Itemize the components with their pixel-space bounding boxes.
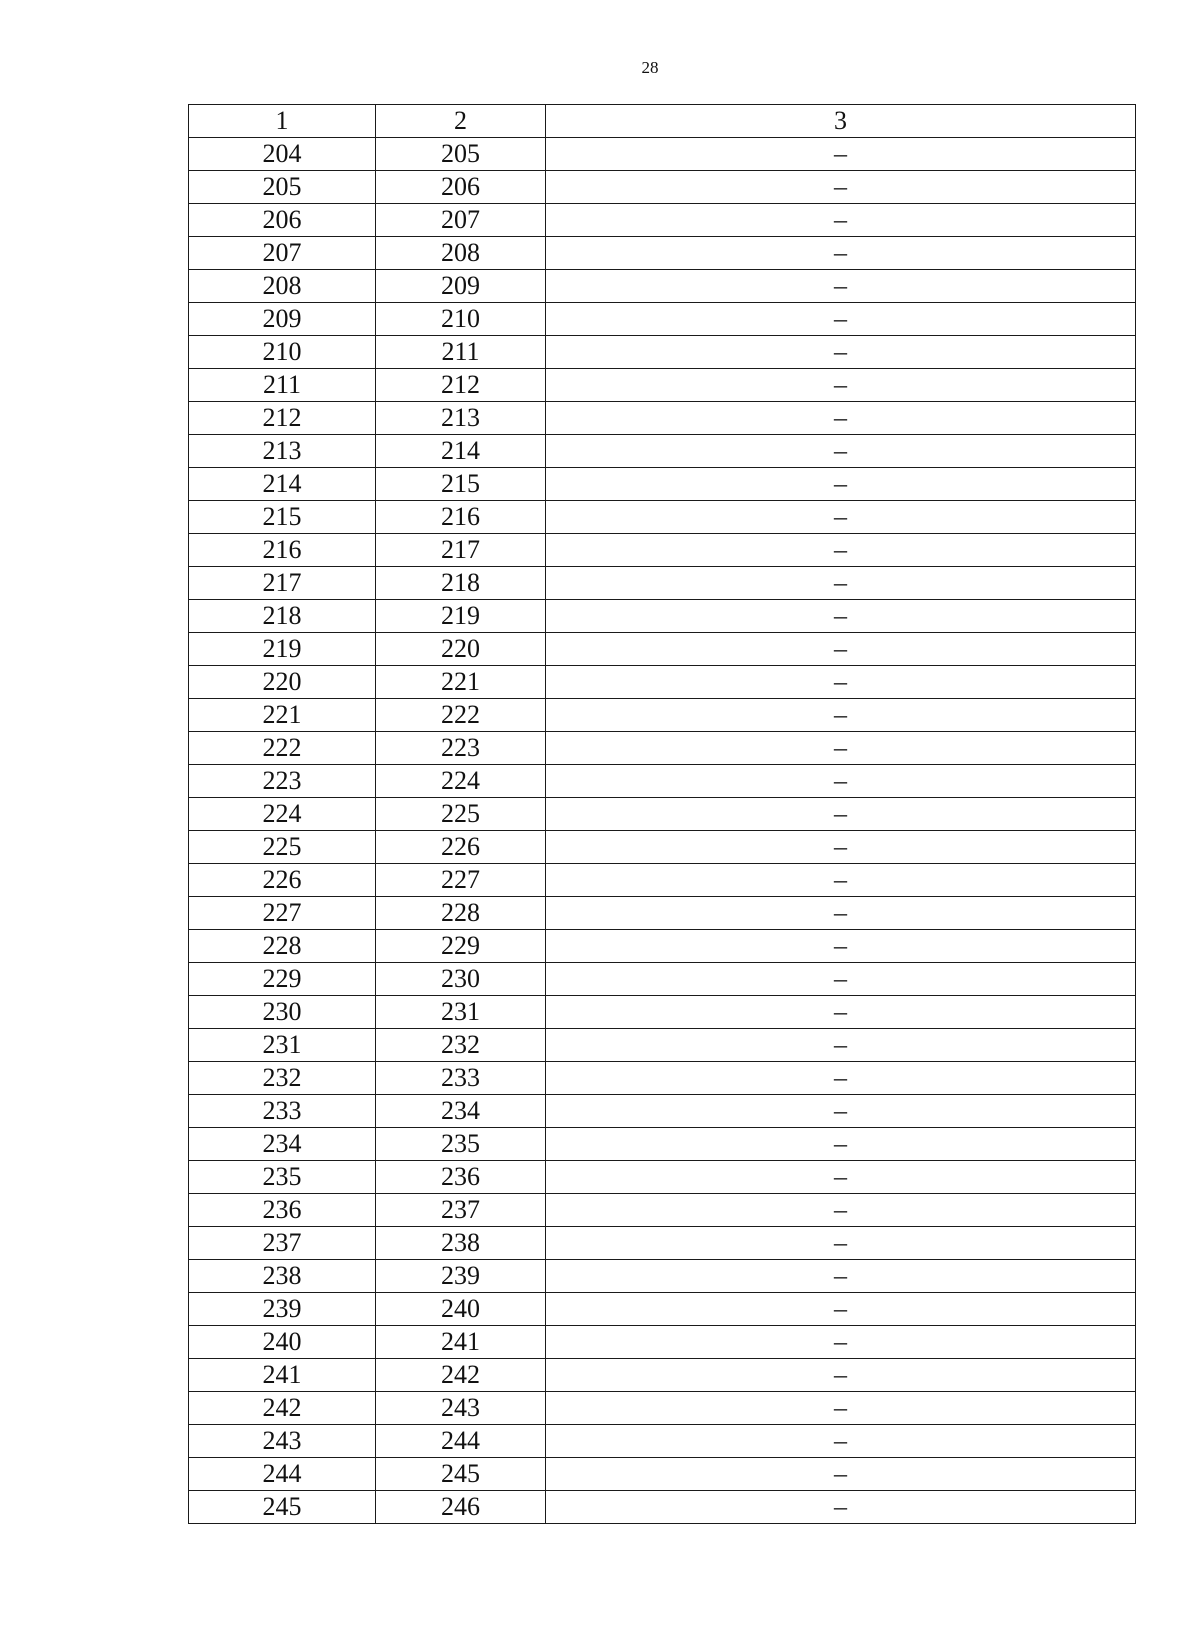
table-cell-col2: 221	[376, 666, 546, 699]
table-cell-col3: –	[546, 963, 1136, 996]
table-cell-col3: –	[546, 1359, 1136, 1392]
table-cell-col3: –	[546, 1293, 1136, 1326]
table-cell-col2: 225	[376, 798, 546, 831]
table-cell-col3: –	[546, 666, 1136, 699]
table-cell-col3: –	[546, 600, 1136, 633]
table-row	[189, 864, 1136, 897]
table-cell-col2: 236	[376, 1161, 546, 1194]
table-cell-col2: 216	[376, 501, 546, 534]
table-cell-col1: 230	[189, 996, 376, 1029]
table-cell-col1: 227	[189, 897, 376, 930]
table-row	[189, 1128, 1136, 1161]
table-cell-col2: 234	[376, 1095, 546, 1128]
table-row	[189, 369, 1136, 402]
table-cell-col1: 236	[189, 1194, 376, 1227]
table-cell-col2: 222	[376, 699, 546, 732]
table-row	[189, 831, 1136, 864]
table-cell-col1: 223	[189, 765, 376, 798]
table-cell-col1: 221	[189, 699, 376, 732]
table-cell-col1: 210	[189, 336, 376, 369]
table-cell-col2: 240	[376, 1293, 546, 1326]
table-cell-col2: 226	[376, 831, 546, 864]
table-cell-col1: 231	[189, 1029, 376, 1062]
table-row	[189, 204, 1136, 237]
table-cell-col1: 228	[189, 930, 376, 963]
table-cell-col1: 242	[189, 1392, 376, 1425]
table-cell-col2: 242	[376, 1359, 546, 1392]
table-row	[189, 1359, 1136, 1392]
table-cell-col3: –	[546, 369, 1136, 402]
table-row	[189, 237, 1136, 270]
table-cell-col1: 237	[189, 1227, 376, 1260]
table-cell-col2: 241	[376, 1326, 546, 1359]
table-cell-col1: 209	[189, 303, 376, 336]
table-row	[189, 1095, 1136, 1128]
table-cell-col3: –	[546, 699, 1136, 732]
table-row	[189, 963, 1136, 996]
table-cell-col2: 209	[376, 270, 546, 303]
table-body	[189, 105, 1136, 1524]
table-cell-col3: –	[546, 831, 1136, 864]
table-row	[189, 666, 1136, 699]
table-cell-col1: 235	[189, 1161, 376, 1194]
table-cell-col1: 245	[189, 1491, 376, 1524]
column-header-3: 3	[546, 105, 1136, 138]
table-row	[189, 1194, 1136, 1227]
table-cell-col2: 235	[376, 1128, 546, 1161]
table-cell-col1: 207	[189, 237, 376, 270]
table-row	[189, 897, 1136, 930]
table-cell-col1: 232	[189, 1062, 376, 1095]
table-row	[189, 1458, 1136, 1491]
table-row	[189, 1326, 1136, 1359]
table-cell-col2: 246	[376, 1491, 546, 1524]
table-cell-col3: –	[546, 765, 1136, 798]
table-cell-col1: 241	[189, 1359, 376, 1392]
table-cell-col3: –	[546, 1095, 1136, 1128]
table-cell-col2: 218	[376, 567, 546, 600]
table-cell-col3: –	[546, 303, 1136, 336]
table-cell-col2: 212	[376, 369, 546, 402]
table-cell-col3: –	[546, 435, 1136, 468]
table-cell-col2: 233	[376, 1062, 546, 1095]
table-cell-col3: –	[546, 402, 1136, 435]
table-row	[189, 798, 1136, 831]
table-row	[189, 1260, 1136, 1293]
table-cell-col3: –	[546, 1029, 1136, 1062]
table-cell-col2: 231	[376, 996, 546, 1029]
table-row	[189, 435, 1136, 468]
page-number: 28	[641, 58, 659, 77]
table-cell-col1: 233	[189, 1095, 376, 1128]
table-cell-col2: 239	[376, 1260, 546, 1293]
table-row	[189, 1293, 1136, 1326]
table-cell-col3: –	[546, 1491, 1136, 1524]
table-row	[189, 1161, 1136, 1194]
table-cell-col3: –	[546, 336, 1136, 369]
table-cell-col2: 208	[376, 237, 546, 270]
table-cell-col2: 211	[376, 336, 546, 369]
table-row	[189, 1425, 1136, 1458]
table-cell-col1: 229	[189, 963, 376, 996]
table-cell-col1: 212	[189, 402, 376, 435]
table-cell-col2: 228	[376, 897, 546, 930]
table-cell-col2: 206	[376, 171, 546, 204]
table-cell-col3: –	[546, 732, 1136, 765]
table-cell-col1: 218	[189, 600, 376, 633]
table-cell-col2: 219	[376, 600, 546, 633]
table-cell-col2: 238	[376, 1227, 546, 1260]
table-cell-col3: –	[546, 1458, 1136, 1491]
table-cell-col1: 215	[189, 501, 376, 534]
table-cell-col2: 245	[376, 1458, 546, 1491]
table-cell-col3: –	[546, 1128, 1136, 1161]
table-cell-col3: –	[546, 468, 1136, 501]
table-cell-col1: 225	[189, 831, 376, 864]
table-cell-col3: –	[546, 534, 1136, 567]
table-cell-col3: –	[546, 1260, 1136, 1293]
table-cell-col1: 204	[189, 138, 376, 171]
table-cell-col1: 224	[189, 798, 376, 831]
table-row	[189, 468, 1136, 501]
table-row	[189, 138, 1136, 171]
table-row	[189, 633, 1136, 666]
table-cell-col3: –	[546, 567, 1136, 600]
table-row	[189, 336, 1136, 369]
table-cell-col1: 205	[189, 171, 376, 204]
table-cell-col2: 205	[376, 138, 546, 171]
table-cell-col3: –	[546, 1425, 1136, 1458]
column-header-1: 1	[189, 105, 376, 138]
table-cell-col1: 217	[189, 567, 376, 600]
table-row	[189, 270, 1136, 303]
table-row	[189, 1062, 1136, 1095]
table-cell-col3: –	[546, 864, 1136, 897]
table-row	[189, 501, 1136, 534]
table-cell-col1: 208	[189, 270, 376, 303]
table-row	[189, 171, 1136, 204]
table-cell-col1: 239	[189, 1293, 376, 1326]
table-row	[189, 765, 1136, 798]
table-cell-col2: 244	[376, 1425, 546, 1458]
table-row	[189, 699, 1136, 732]
table-row	[189, 402, 1136, 435]
table-row	[189, 567, 1136, 600]
table-cell-col1: 219	[189, 633, 376, 666]
data-table	[188, 104, 1136, 1524]
table-cell-col3: –	[546, 897, 1136, 930]
table-cell-col2: 237	[376, 1194, 546, 1227]
table-cell-col3: –	[546, 1194, 1136, 1227]
table-cell-col3: –	[546, 1161, 1136, 1194]
table-cell-col1: 213	[189, 435, 376, 468]
table-cell-col3: –	[546, 1062, 1136, 1095]
table-cell-col1: 240	[189, 1326, 376, 1359]
table-cell-col1: 243	[189, 1425, 376, 1458]
table-cell-col2: 243	[376, 1392, 546, 1425]
table-cell-col1: 214	[189, 468, 376, 501]
table-row	[189, 930, 1136, 963]
table-row	[189, 1491, 1136, 1524]
table-row	[189, 1029, 1136, 1062]
table-cell-col2: 229	[376, 930, 546, 963]
table-cell-col3: –	[546, 1227, 1136, 1260]
table-cell-col1: 222	[189, 732, 376, 765]
table-cell-col2: 230	[376, 963, 546, 996]
table-cell-col3: –	[546, 237, 1136, 270]
table-cell-col3: –	[546, 930, 1136, 963]
table-row	[189, 600, 1136, 633]
table-cell-col2: 227	[376, 864, 546, 897]
table-cell-col1: 211	[189, 369, 376, 402]
table-cell-col3: –	[546, 1392, 1136, 1425]
table-row	[189, 534, 1136, 567]
table-header-row	[189, 105, 1136, 138]
table-cell-col2: 214	[376, 435, 546, 468]
table-row	[189, 996, 1136, 1029]
table-row	[189, 1227, 1136, 1260]
table-cell-col2: 220	[376, 633, 546, 666]
table-cell-col3: –	[546, 501, 1136, 534]
table-cell-col1: 234	[189, 1128, 376, 1161]
table-cell-col3: –	[546, 171, 1136, 204]
table-cell-col3: –	[546, 798, 1136, 831]
table-cell-col2: 232	[376, 1029, 546, 1062]
table-cell-col1: 238	[189, 1260, 376, 1293]
table-cell-col2: 217	[376, 534, 546, 567]
table-cell-col2: 215	[376, 468, 546, 501]
table-cell-col3: –	[546, 270, 1136, 303]
table-cell-col3: –	[546, 633, 1136, 666]
table-cell-col2: 224	[376, 765, 546, 798]
table-cell-col2: 223	[376, 732, 546, 765]
table-cell-col1: 220	[189, 666, 376, 699]
table-cell-col3: –	[546, 204, 1136, 237]
column-header-2: 2	[376, 105, 546, 138]
table-cell-col2: 210	[376, 303, 546, 336]
table-cell-col1: 226	[189, 864, 376, 897]
table-cell-col3: –	[546, 138, 1136, 171]
table-cell-col1: 216	[189, 534, 376, 567]
table-row	[189, 303, 1136, 336]
table-row	[189, 1392, 1136, 1425]
table-cell-col1: 244	[189, 1458, 376, 1491]
table-cell-col2: 213	[376, 402, 546, 435]
table-row	[189, 732, 1136, 765]
table-cell-col3: –	[546, 1326, 1136, 1359]
table-cell-col1: 206	[189, 204, 376, 237]
table-cell-col3: –	[546, 996, 1136, 1029]
table-cell-col2: 207	[376, 204, 546, 237]
